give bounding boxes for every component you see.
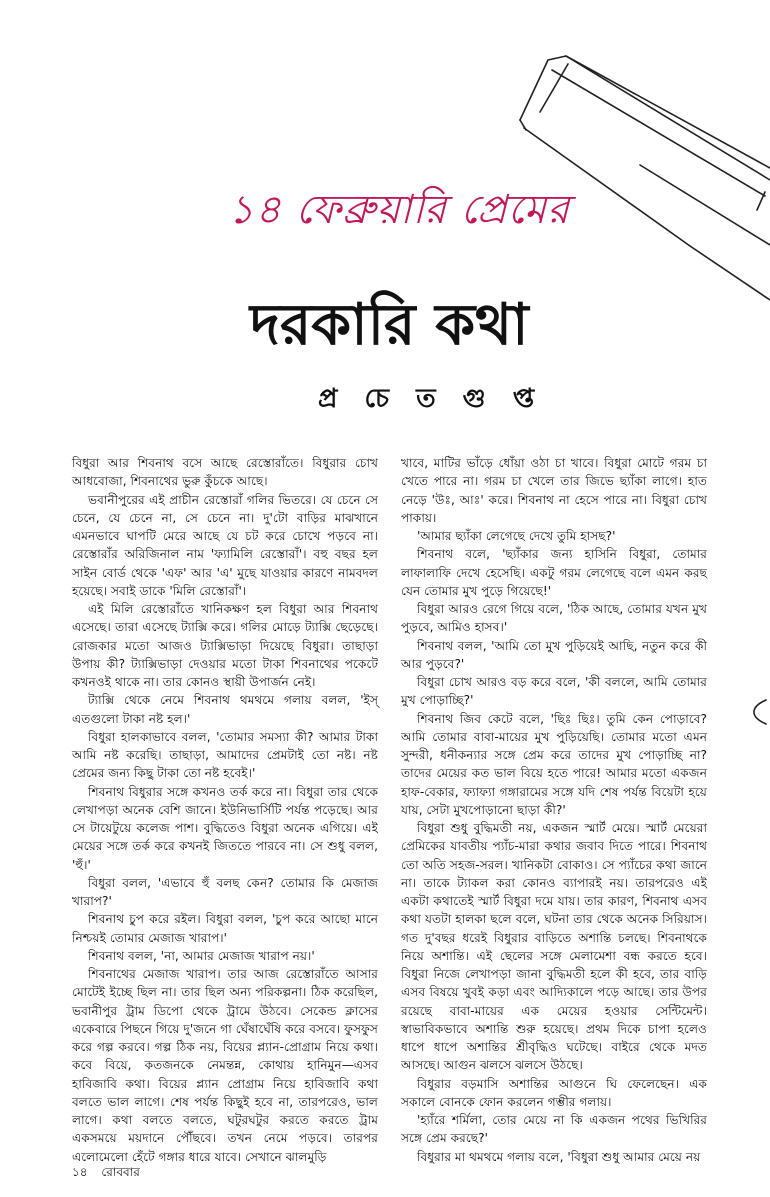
paragraph: খাবে, মাটির ভাঁড়ে ধোঁয়া ওঠা চা খাবে। বিধুরা মোটে গরম চা খেতে পারে না। গরম চা খেলে তার জিভে ছ্যাঁকা লাগে। হাত নেড়ে 'উঃ, আঃ' করে। শিবনাথ না হেসে পারে না। বিধুরা চোখ পাকায়। (401, 456, 707, 525)
paragraph: বিধুরা আর শিবনাথ বসে আছে রেস্তোরাঁতে। বিধুরার চোখ আধবোজা, শিবনাথের ভুরু কুঁচকে আছে। (72, 456, 378, 489)
paragraph: শিবনাথ চুপ করে রইল। বিধুরা বলল, 'চুপ করে আছো মানে নিশ্চয়ই তোমার মেজাজ খারাপ।' (72, 912, 378, 945)
right-column (401, 454, 707, 1166)
paragraph: বিধুরার মা থমথমে গলায় বলে, 'বিধুরা শুধু আমার মেয়ে নয় (417, 1149, 701, 1164)
paragraph: শিবনাথ বলে, 'ছ্যাঁকার জন্য হাসিনি বিধুরা, তোমার লাফালাফি দেখে হেসেছি। একটু গরম লেগেছে বলে এমন করছ যেন তোমার মুখ পুড়ে গিয়েছে!' (401, 547, 707, 598)
kicker-text: ১৪ ফেব্রুয়ারি প্রেমের (228, 187, 571, 233)
paragraph: বিধুরা আরও রেগে গিয়ে বলে, 'ঠিক আছে, তোমার যখন মুখ পুড়বে, আমিও হাসব।' (401, 602, 707, 635)
section-name: রোববার (101, 1165, 140, 1179)
kicker-handwriting (228, 178, 588, 242)
author-byline: প্র চে ত গু প্ত (318, 384, 544, 414)
paragraph: বিধুরা চোখ আরও বড় করে বলে, 'কী বললে, আমি তোমার মুখ পোড়াচ্ছি?' (401, 675, 707, 708)
left-column (72, 454, 378, 1166)
page-number: ১৪ (72, 1165, 88, 1179)
paragraph: 'আমার ছ্যাঁকা লেগেছে দেখে তুমি হাসছ?' (417, 529, 616, 543)
paragraph: শিবনাথ বিধুরার সঙ্গে কখনও তর্ক করে না। বিধুরা তার থেকে লেখাপড়া অনেক বেশি জানে। ইউনিভার্সিটি পর্যন্ত পড়েছে। আর সে টায়েটুয়ে কলেজ পাশ। বুদ্ধিতেও বিধুরা অনেক এগিয়ে। এই মেয়ের সঙ্গে তর্ক করে কখনই জিততে পারবে না। সে শুধু বলল, 'হুঁ।' (72, 784, 378, 872)
paragraph: শিবনাথ বলল, 'না, আমার মেজাজ খারাপ নয়।' (88, 948, 315, 963)
story-title: দরকারি কথা (250, 291, 529, 358)
paragraph: শিবনাথের মেজাজ খারাপ। তার আজ রেস্তোরাঁতে আসার মোটেই ইচ্ছে ছিল না। তার ছিল অন্য পরিকল্পনা। ঠিক করেছিল, ভবানীপুর ট্রাম ডিপো থেকে ট্রামে উঠবে। সেকেন্ড ক্লাসের একেবারে পিছনে গিয়ে দু'জনে গা ঘেঁষাঘেঁষি করে বসবে। ফুসফুস করে গল্প করবে। গল্প ঠিক নয়, বিয়ের প্ল্যান-প্রোগ্রাম নিয়ে কথা। কবে বিয়ে, কতজনকে নেমন্তন্ন, কোথায় হানিমুন—এসব হাবিজাবি কথা। বিয়ের প্ল্যান প্রোগ্রাম নিয়ে হাবিজাবি কথা বলতে ভাল লাগে। শেষ পর্যন্ত কিছুই হবে না, তারপরেও, ভাল লাগে। কথা বলতে বলতে, ঘটুরঘটুর করতে করতে ট্রাম একসময়ে ময়দানে পৌঁছবে। তখন নেমে পড়বে। তারপর এলোমেলো হেঁটে গঙ্গার ধারে যাবে। সেখানে ঝালমুড়ি (72, 967, 378, 1164)
hook-stroke (754, 700, 766, 724)
paragraph: ট্যাক্সি থেকে নেমে শিবনাথ থমথমে গলায় বলল, 'ইস্ এতগুলো টাকা নষ্ট হল।' (72, 693, 378, 726)
paragraph: বিধুরা হালকাভাবে বলল, 'তোমার সমস্যা কী? আমার টাকা আমি নষ্ট করেছি। তাছাড়া, আমাদের প্রেমটাই তো নষ্ট। নষ্ট প্রেমের জন্য কিছু টাকা তো নষ্ট হবেই।' (72, 729, 378, 781)
paragraph: বিধুরা বলল, 'এভাবে হুঁ বলছ কেন? তোমার কি মেজাজ খারাপ?' (72, 875, 378, 908)
paragraph: বিধুরার বড়মাসি অশান্তির আগুনে ঘি ফেলেছেন। এক সকালে বোনকে ফোন করলেন গম্ভীর গলায়। (401, 1076, 707, 1109)
paragraph: এই মিলি রেস্তোরাঁতে খানিকক্ষণ হল বিধুরা আর শিবনাথ এসেছে। তারা এসেছে ট্যাক্সি করে। গলির মোড়ে ট্যাক্সি ছেড়েছে। রোজকার মতো আজও ট্যাক্সিভাড়া দিয়েছে বিধুরা। তাছাড়া উপায় কী? ট্যাক্সিভাড়া দেওয়ার মতো টাকা শিবনাথের পকেটে কখনওই থাকে না। তার কোনও স্থায়ী উপার্জন নেই। (72, 602, 378, 689)
paragraph: বিধুরা শুধু বুদ্ধিমতী নয়, একজন স্মার্ট মেয়ে। স্মার্ট মেয়েরা প্রেমিকের যাবতীয় প্যাঁচ-মারা কথার জবাব দিতে পারে। শিবনাথ তো অতি সহজ-সরল। খানিকটা বোকাও। সে প্যাঁচের কথা জানে না। তাকে ট্যাকল করা কোনও ব্যাপারই নয়। তারপরেও এই একটা কথাতেই স্মার্ট বিধুরা দমে যায়। তার কারণ, শিবনাথ এসব কথা যতটা হালকা ছলে বলে, ঘটনা তার থেকে অনেক সিরিয়াস। গত দু'বছর ধরেই বিধুরার বাড়িতে অশান্তি চলছে। শিবনাথকে নিয়ে অশান্তি। এই ছেলের সঙ্গে মেলামেশা বন্ধ করতে হবে। বিধুরা নিজে লেখাপড়া জানা বুদ্ধিমতী হলে কী হবে, তার বাড়ি এসব বিষয়ে খুবই কড়া এবং আদ্যিকালে পড়ে আছে। তার উপর রয়েছে বাবা-মায়ের এক মেয়ের হওয়ার সেন্টিমেন্ট। স্বাভাবিকভাবে অশান্তি শুরু হয়েছে। প্রথম দিকে চাপা হলেও ধাপে ধাপে অশান্তির শ্রীবৃদ্ধিও ঘটেছে। বাইরে থেকে মদত আসছে। আগুন ঝলসে ঝলসে উঠছে। (401, 821, 707, 1073)
paragraph: ভবানীপুরের এই প্রাচীন রেস্তোরাঁ গলির ভিতরে। যে চেনে সে চেনে, যে চেনে না, সে চেনে না। দু'টো বাড়ির মাঝখানে এমনভাবে ঘাপটি মেরে আছে যে চট করে চোখে পড়বে না। রেস্তোরাঁর অরিজিনাল নাম 'ফ্যামিলি রেস্তোরাঁ'। বহু বছর হল সাইন বোর্ড থেকে 'এফ' আর 'এ' মুছে যাওয়ার কারণে নামবদল হয়েছে। সবাই ডাকে 'মিলি রেস্তোরাঁ'। (72, 492, 378, 598)
paragraph: 'হ্যাঁরে শর্মিলা, তোর মেয়ে না কি একজন পথের ভিখিরির সঙ্গে প্রেম করছে?' (401, 1113, 707, 1146)
page-footer (72, 1164, 150, 1184)
paragraph: শিবনাথ বলল, 'আমি তো মুখ পুড়িয়েই আছি, নতুন করে কী আর পুড়বে?' (401, 638, 707, 671)
paragraph: শিবনাথ জিব কেটে বলে, 'ছিঃ ছিঃ। তুমি কেন পোড়াবে? আমি তোমার বাবা-মায়ের মুখ পুড়িয়েছি। তোমার মতো এমন সুন্দরী, ধনীকন্যার সঙ্গে প্রেম করে তাদের মুখ পোড়াচ্ছি না? তাদের মেয়ের কত ভাল বিয়ে হতে পারে! আমার মতো একজন হাফ-বেকার, ফ্যাফ্যা গঙ্গারামের সঙ্গে যদি শেষ পর্যন্ত বিয়েটা হয়ে যায়, সেটা মুখপোড়ানো ছাড়া কী?' (401, 711, 707, 817)
